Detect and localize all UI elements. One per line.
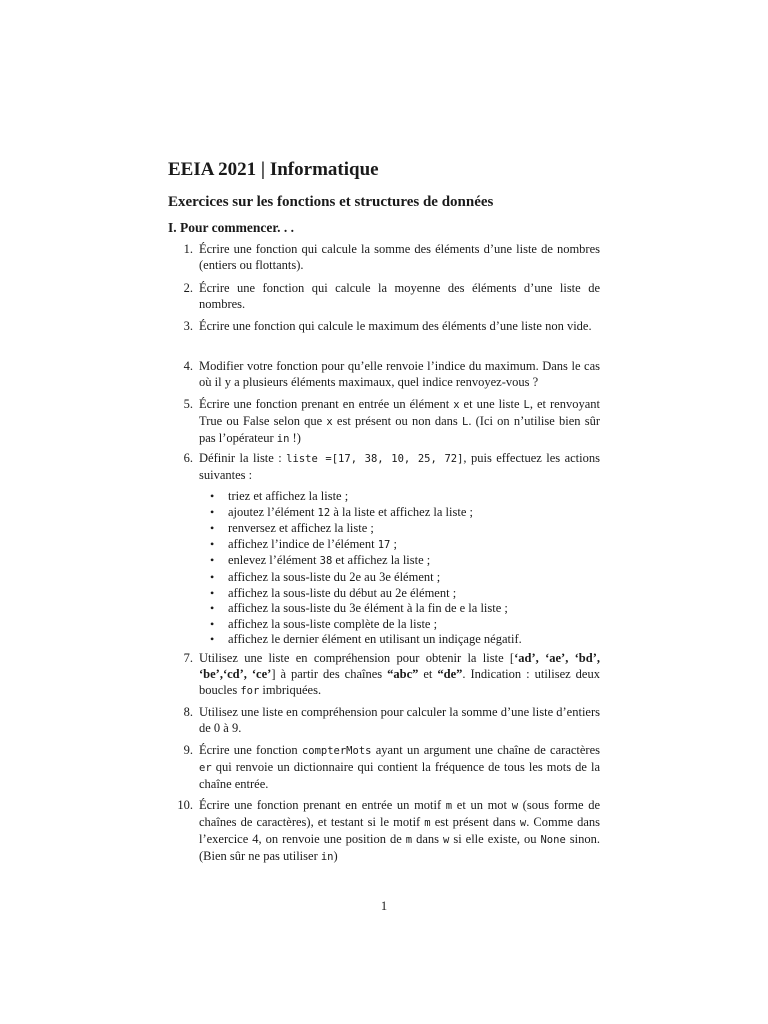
page-number: 1 bbox=[380, 899, 388, 913]
exercise-text: Écrire une fonction qui calcule la moyenne des éléments d’une liste de nombres. bbox=[199, 281, 600, 311]
exercise-3 bbox=[183, 318, 600, 334]
code-inline: for bbox=[240, 685, 260, 697]
exercise-text: . Indication : utilisez deux boucles bbox=[199, 667, 600, 697]
code-inline: 12 bbox=[317, 506, 331, 519]
list-item-text: affichez la sous-liste du début au 2e élément ; bbox=[228, 585, 457, 600]
code-inline: m bbox=[445, 800, 453, 812]
code-inline: x bbox=[453, 399, 460, 411]
exercise-number: 2. bbox=[183, 281, 193, 295]
list-item bbox=[218, 570, 598, 586]
exercise-number: 4. bbox=[183, 359, 193, 373]
code-inline: w bbox=[511, 800, 519, 812]
exercise-text: si elle existe, ou bbox=[449, 832, 541, 846]
exercise-number: 9. bbox=[183, 743, 193, 757]
code-inline: w bbox=[519, 817, 527, 829]
list-item-text: enlevez l’élément bbox=[228, 553, 320, 568]
exercise-number: 5. bbox=[183, 397, 193, 411]
exercise-text: imbriquées. bbox=[259, 683, 322, 697]
exercise-text: sinon. (Bien sûr ne pas utiliser bbox=[199, 832, 600, 863]
exercise-text: Définir la liste : bbox=[199, 451, 287, 465]
list-item-text: triez et affichez la liste ; bbox=[228, 489, 349, 503]
code-inline: x bbox=[326, 416, 333, 428]
exercise-number: 1. bbox=[183, 242, 193, 256]
exercise-text: Modifier votre fonction pour qu’elle renvoie l’indice du maximum. Dans le cas où il y a plusieurs éléments maximaux, quel indice renvoyez-vous ? bbox=[199, 359, 600, 389]
list-item-text: affichez la sous-liste du 2e au 3e élément ; bbox=[228, 569, 441, 584]
list-item bbox=[218, 505, 598, 522]
exercise-8 bbox=[183, 704, 600, 736]
exercise-text: Écrire une fonction qui calcule le maximum des éléments d’une liste non vide. bbox=[199, 319, 592, 333]
exercise-text: . (Ici on n’utilise bien sûr pas l’opérateur bbox=[199, 414, 600, 445]
exercise-text: , et renvoyant True ou False selon que bbox=[199, 397, 600, 428]
exercise-text: !) bbox=[289, 431, 301, 445]
exercise-text: Utilisez une liste en compréhension pour obtenir la liste [ bbox=[199, 651, 515, 665]
exercise-text: . Comme dans l’exercice 4, on renvoie une position de bbox=[199, 815, 600, 846]
list-item bbox=[218, 586, 598, 602]
list-item-text: affichez la sous-liste complète de la liste ; bbox=[228, 616, 438, 631]
code-inline: None bbox=[540, 834, 566, 846]
action-list bbox=[218, 489, 598, 648]
code-inline: compterMots bbox=[301, 745, 372, 757]
list-item-text: affichez l’indice de l’élément bbox=[228, 536, 378, 551]
code-inline: L bbox=[523, 399, 530, 411]
exercise-text: est présent dans bbox=[430, 815, 520, 829]
list-item-text: ajoutez l’élément bbox=[228, 504, 318, 519]
section-heading: Exercices sur les fonctions et structures de données bbox=[168, 194, 494, 210]
exercise-text: dans bbox=[412, 832, 443, 846]
code-inline: er bbox=[199, 762, 212, 774]
exercise-5 bbox=[183, 396, 600, 447]
exercise-number: 7. bbox=[183, 651, 193, 665]
exercise-6 bbox=[183, 450, 600, 483]
exercise-text: Écrire une fonction qui calcule la somme des éléments d’une liste de nombres (entiers ou flottants). bbox=[199, 242, 600, 272]
subsection-heading: I. Pour commencer. . . bbox=[168, 220, 294, 235]
code-inline: 38 bbox=[319, 555, 333, 568]
exercise-text: et une liste bbox=[459, 397, 524, 411]
exercise-number: 10. bbox=[177, 798, 193, 812]
exercise-text: ayant un argument une chaîne de caractères bbox=[371, 743, 601, 757]
list-item-text: affichez la sous-liste du 3e élément à la fin de e la liste ; bbox=[228, 601, 508, 616]
exercise-text: , puis effectuez les actions suivantes : bbox=[199, 451, 600, 482]
list-item-text: affichez le dernier élément en utilisant un indiçage négatif. bbox=[228, 632, 522, 647]
list-item-text: à la liste et affichez la liste ; bbox=[330, 504, 473, 519]
code-inline: m bbox=[405, 834, 413, 846]
bold-text: “abc” bbox=[387, 667, 419, 681]
list-item-text: et affichez la liste ; bbox=[332, 553, 431, 568]
code-inline: w bbox=[443, 834, 450, 846]
code-inline: liste =[17, 38, 10, 25, 72] bbox=[286, 453, 464, 465]
exercise-text: Utilisez une liste en compréhension pour calculer la somme d’une liste d’entiers de 0 à 9. bbox=[199, 705, 600, 735]
exercise-text: (sous forme de chaînes de caractères), et testant si le motif bbox=[199, 798, 600, 829]
list-item-text: ; bbox=[390, 536, 397, 551]
list-item bbox=[218, 617, 598, 633]
exercise-text: est présent ou non dans bbox=[332, 414, 462, 428]
code-inline: 17 bbox=[377, 538, 391, 551]
exercise-text: et bbox=[418, 667, 438, 681]
exercise-text: Écrire une fonction bbox=[199, 743, 302, 757]
exercise-4 bbox=[183, 358, 600, 390]
code-inline: in bbox=[320, 851, 334, 863]
code-inline: in bbox=[276, 433, 290, 445]
list-item bbox=[218, 537, 598, 554]
bold-text: ‘ad’, ‘ae’, ‘bd’, ‘be’,‘cd’, ‘ce’ bbox=[199, 651, 600, 681]
list-item bbox=[218, 553, 598, 570]
code-inline: L bbox=[462, 416, 469, 428]
exercise-7 bbox=[183, 650, 600, 699]
exercise-text: Écrire une fonction prenant en entrée un élément bbox=[199, 397, 454, 411]
exercise-2 bbox=[183, 280, 600, 312]
list-item-text: renversez et affichez la liste ; bbox=[228, 521, 374, 536]
list-item bbox=[218, 521, 598, 537]
exercise-number: 3. bbox=[183, 319, 193, 333]
list-item bbox=[218, 601, 598, 617]
exercise-1 bbox=[183, 241, 600, 273]
exercise-text: ) bbox=[333, 849, 338, 863]
exercise-10 bbox=[177, 797, 600, 865]
exercise-number: 6. bbox=[183, 451, 193, 465]
exercise-9 bbox=[183, 742, 601, 792]
exercise-number: 8. bbox=[183, 705, 193, 719]
exercise-text: qui renvoie un dictionnaire qui contient la fréquence de tous les mots de la chaîne entrée. bbox=[199, 760, 600, 791]
document-title: EEIA 2021 | Informatique bbox=[168, 159, 379, 180]
list-item bbox=[218, 489, 598, 505]
list-item bbox=[218, 632, 598, 648]
exercise-text: et un mot bbox=[452, 798, 512, 812]
exercise-text: ] à partir des chaînes bbox=[271, 667, 388, 681]
code-inline: m bbox=[424, 817, 431, 829]
exercise-text: Écrire une fonction prenant en entrée un motif bbox=[199, 798, 446, 812]
bold-text: “de” bbox=[437, 667, 463, 681]
